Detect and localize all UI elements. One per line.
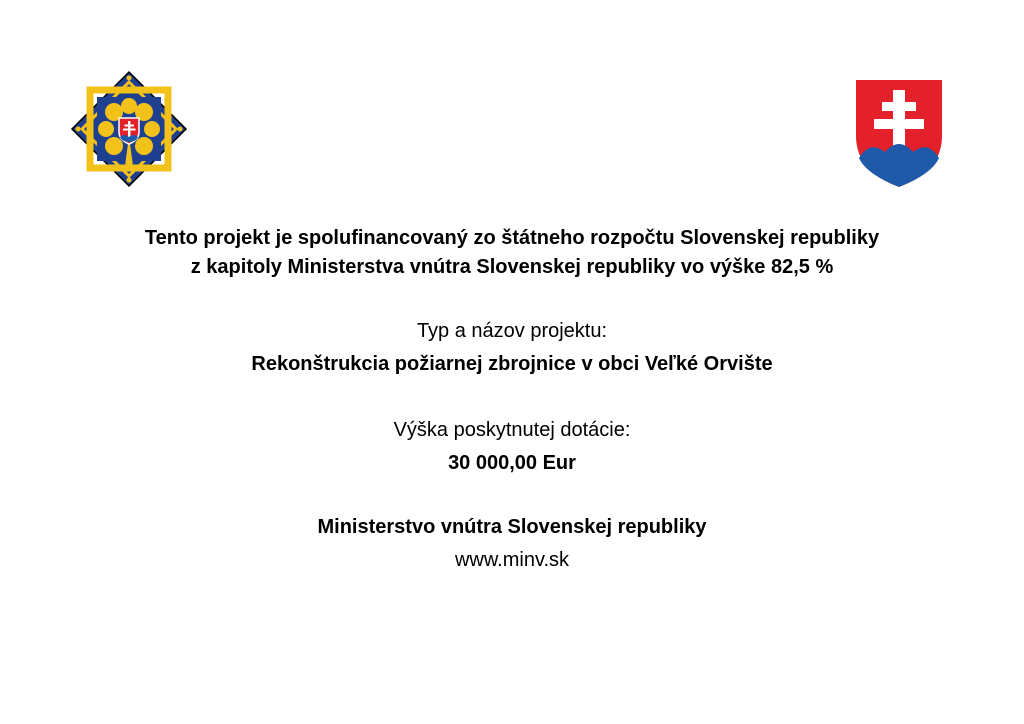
- project-type-label: Typ a názov projektu:: [416, 320, 608, 342]
- grant-amount: 30 000,00 Eur: [448, 452, 576, 474]
- intro-line-2: z kapitoly Ministerstva vnútra Slovenskej republiky vo výške 82,5 %: [190, 256, 834, 278]
- project-name: Rekonštrukcia požiarnej zbrojnice v obci Veľké Orvište: [251, 353, 773, 375]
- ministry-emblem-icon: [70, 70, 188, 188]
- website-address: www.minv.sk: [454, 549, 570, 571]
- intro-line-1: Tento projekt je spolufinancovaný zo štátneho rozpočtu Slovenskej republiky: [144, 227, 880, 249]
- slovak-coat-of-arms-icon: [852, 76, 946, 190]
- ministry-name: Ministerstvo vnútra Slovenskej republiky: [317, 516, 707, 538]
- cofinancing-statement: [0, 224, 1024, 282]
- grant-label: Výška poskytnutej dotácie:: [393, 419, 631, 441]
